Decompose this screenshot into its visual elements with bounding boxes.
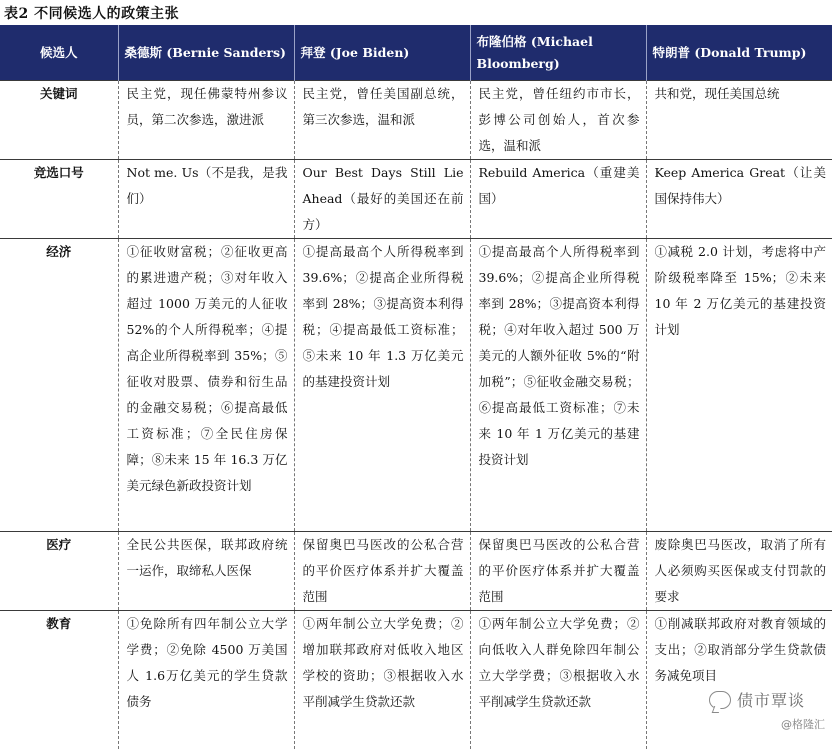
row-label: 医疗 [0,531,118,610]
table-cell: ①征收财富税；②征收更高的累进遗产税；③对年收入超过 1000 万美元的人征收 52%的个人所得税率；④提高企业所得税率到 35%；⑤征收对股票、债券和衍生品的金融交易税；⑥提高最低工资标准；⑦全民住房保障；⑧未来 15 年 16.3 万亿美元绿色新政投资计划 [118,238,294,531]
table-row-slogan [0,159,832,238]
table-cell: 民主党，曾任纽约市市长，彭博公司创始人，首次参选，温和派 [470,80,646,159]
watermark [709,688,805,711]
table-cell: ①两年制公立大学免费；②增加联邦政府对低收入地区学校的资助；③根据收入水平削减学生贷款还款 [294,610,470,749]
table-cell: ①减税 2.0 计划，考虑将中产阶级税率降至 15%；②未来 10 年 2 万亿美元的基建投资计划 [646,238,832,531]
table-cell: Our Best Days Still Lie Ahead（最好的美国还在前方） [294,159,470,238]
policy-table [0,25,832,749]
table-cell: 废除奥巴马医改，取消了所有人必须购买医保或支付罚款的要求 [646,531,832,610]
header-bloomberg: 布隆伯格 (Michael Bloomberg) [470,25,646,80]
table-cell: ①免除所有四年制公立大学学费；②免除 4500 万美国人 1.6万亿美元的学生贷款债务 [118,610,294,749]
table-cell: Keep America Great（让美国保持伟大） [646,159,832,238]
table-cell: 保留奥巴马医改的公私合营的平价医疗体系并扩大覆盖范围 [294,531,470,610]
table-title: 表2 不同候选人的政策主张 [4,6,180,22]
table-cell: 保留奥巴马医改的公私合营的平价医疗体系并扩大覆盖范围 [470,531,646,610]
header-row [0,25,832,80]
watermark-name: 债市覃谈 [736,691,805,710]
table-cell: 民主党，曾任美国副总统，第三次参选，温和派 [294,80,470,159]
header-candidate: 候选人 [0,25,118,80]
table-row-keywords [0,80,832,159]
table-cell: Rebuild America（重建美国） [470,159,646,238]
table-cell: 共和党，现任美国总统 [646,80,832,159]
row-label: 竞选口号 [0,159,118,238]
table-cell: ①提高最高个人所得税率到 39.6%；②提高企业所得税率到 28%；③提高资本利得税；④对年收入超过 500 万美元的人额外征收 5%的“附加税”；⑤征收金融交易税；⑥提高最低工资标准；⑦未来 10 年 1 万亿美元的基建投资计划 [470,238,646,531]
wechat-icon [709,691,731,709]
watermark-source: @格隆汇 [781,718,825,731]
table-cell: 全民公共医保，联邦政府统一运作，取缔私人医保 [118,531,294,610]
table-cell: ①提高最高个人所得税率到 39.6%；②提高企业所得税率到 28%；③提高资本利得税；④提高最低工资标准；⑤未来 10 年 1.3 万亿美元的基建投资计划 [294,238,470,531]
header-trump: 特朗普 (Donald Trump) [646,25,832,80]
table-row-economy [0,238,832,531]
table-cell: ①两年制公立大学免费；②向低收入人群免除四年制公立大学学费；③根据收入水平削减学生贷款还款 [470,610,646,749]
table-cell: 民主党，现任佛蒙特州参议员，第二次参选，激进派 [118,80,294,159]
table-cell: Not me. Us（不是我，是我们） [118,159,294,238]
row-label: 经济 [0,238,118,531]
table-cell: ①削减联邦政府对教育领域的支出；②取消部分学生贷款债务减免项目 [646,610,832,749]
row-label: 关键词 [0,80,118,159]
header-sanders: 桑德斯 (Bernie Sanders) [118,25,294,80]
row-label: 教育 [0,610,118,749]
table-row-education [0,610,832,749]
table-row-healthcare [0,531,832,610]
header-biden: 拜登 (Joe Biden) [294,25,470,80]
